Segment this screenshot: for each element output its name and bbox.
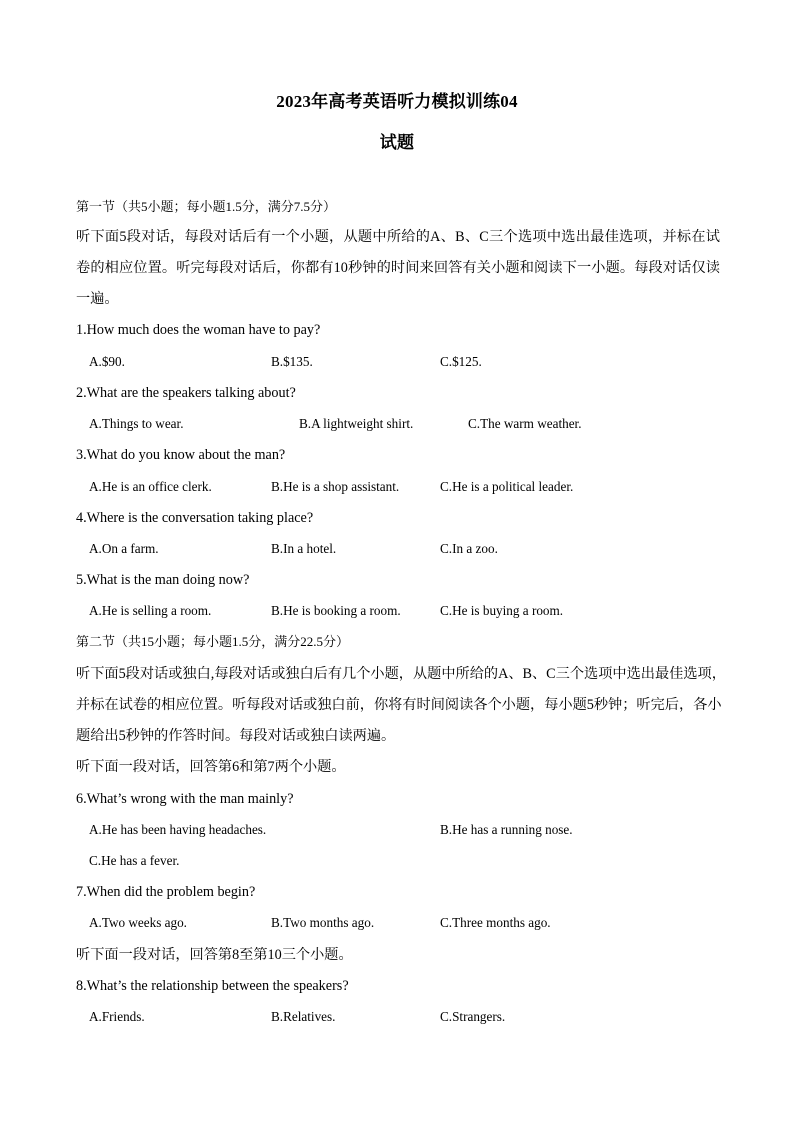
question-3-stem: 3.What do you know about the man? (76, 447, 286, 463)
question-5-stem: 5.What is the man doing now? (76, 572, 250, 588)
question-6-stem: 6.What’s wrong with the man mainly? (76, 791, 294, 807)
question-2-option-b: B.A lightweight shirt. (299, 416, 414, 431)
dialogue-group-intro: 听下面一段对话，回答第6和第7两个小题。 (76, 759, 346, 775)
question-5-option-a: A.He is selling a room. (89, 603, 212, 618)
question-2-option-c: C.The warm weather. (468, 416, 582, 431)
question-7-stem: 7.When did the problem begin? (76, 884, 256, 900)
question-1-option-b: B.$135. (271, 354, 313, 369)
section-2-instruction-line: 听下面5段对话或独白,每段对话或独白后有几个小题，从题中所给的A、B、C三个选项中选出最佳选项， (76, 666, 726, 682)
question-8-option-b: B.Relatives. (271, 1009, 336, 1024)
page-title: 2023年高考英语听力模拟训练04 (276, 92, 518, 111)
question-1-option-a: A.$90. (89, 354, 125, 369)
question-2-option-a: A.Things to wear. (89, 416, 184, 431)
section-1-heading: 第一节（共5小题；每小题1.5分，满分7.5分） (76, 199, 337, 214)
question-3-option-c: C.He is a political leader. (440, 479, 574, 494)
question-6-option-b: B.He has a running nose. (440, 822, 573, 837)
question-3-option-a: A.He is an office clerk. (89, 479, 212, 494)
section-2-instruction-line: 并标在试卷的相应位置。听每段对话或独白前，你将有时间阅读各个小题，每小题5秒钟；听完后，各小 (76, 697, 722, 713)
question-3-option-b: B.He is a shop assistant. (271, 479, 400, 494)
question-8-option-a: A.Friends. (89, 1009, 145, 1024)
question-6-option-a: A.He has been having headaches. (89, 822, 267, 837)
question-4-option-b: B.In a hotel. (271, 541, 337, 556)
question-5-option-b: B.He is booking a room. (271, 603, 401, 618)
question-7-option-c: C.Three months ago. (440, 915, 551, 930)
dialogue-group-intro: 听下面一段对话，回答第8至第10三个小题。 (76, 947, 353, 963)
question-2-stem: 2.What are the speakers talking about? (76, 385, 296, 401)
section-1-instruction-line: 卷的相应位置。听完每段对话后，你都有10秒钟的时间来回答有关小题和阅读下一小题。每段对话仅读 (76, 260, 720, 276)
question-8-stem: 8.What’s the relationship between the speakers? (76, 978, 349, 994)
question-7-option-a: A.Two weeks ago. (89, 915, 187, 930)
question-4-stem: 4.Where is the conversation taking place? (76, 510, 314, 526)
question-1-stem: 1.How much does the woman have to pay? (76, 322, 321, 338)
question-8-option-c: C.Strangers. (440, 1009, 506, 1024)
question-7-option-b: B.Two months ago. (271, 915, 375, 930)
question-4-option-a: A.On a farm. (89, 541, 159, 556)
section-1-instruction-line: 听下面5段对话，每段对话后有一个小题，从题中所给的A、B、C三个选项中选出最佳选项，并标在试 (76, 229, 720, 245)
question-4-option-c: C.In a zoo. (440, 541, 498, 556)
question-6-option-c: C.He has a fever. (89, 853, 180, 868)
question-5-option-c: C.He is buying a room. (440, 603, 564, 618)
section-1-instruction-line: 一遍。 (76, 291, 119, 307)
page-subtitle: 试题 (379, 133, 415, 152)
question-1-option-c: C.$125. (440, 354, 482, 369)
section-2-instruction-line: 题给出5秒钟的作答时间。每段对话或独白读两遍。 (76, 728, 396, 744)
section-2-heading: 第二节（共15小题；每小题1.5分，满分22.5分） (76, 634, 350, 649)
